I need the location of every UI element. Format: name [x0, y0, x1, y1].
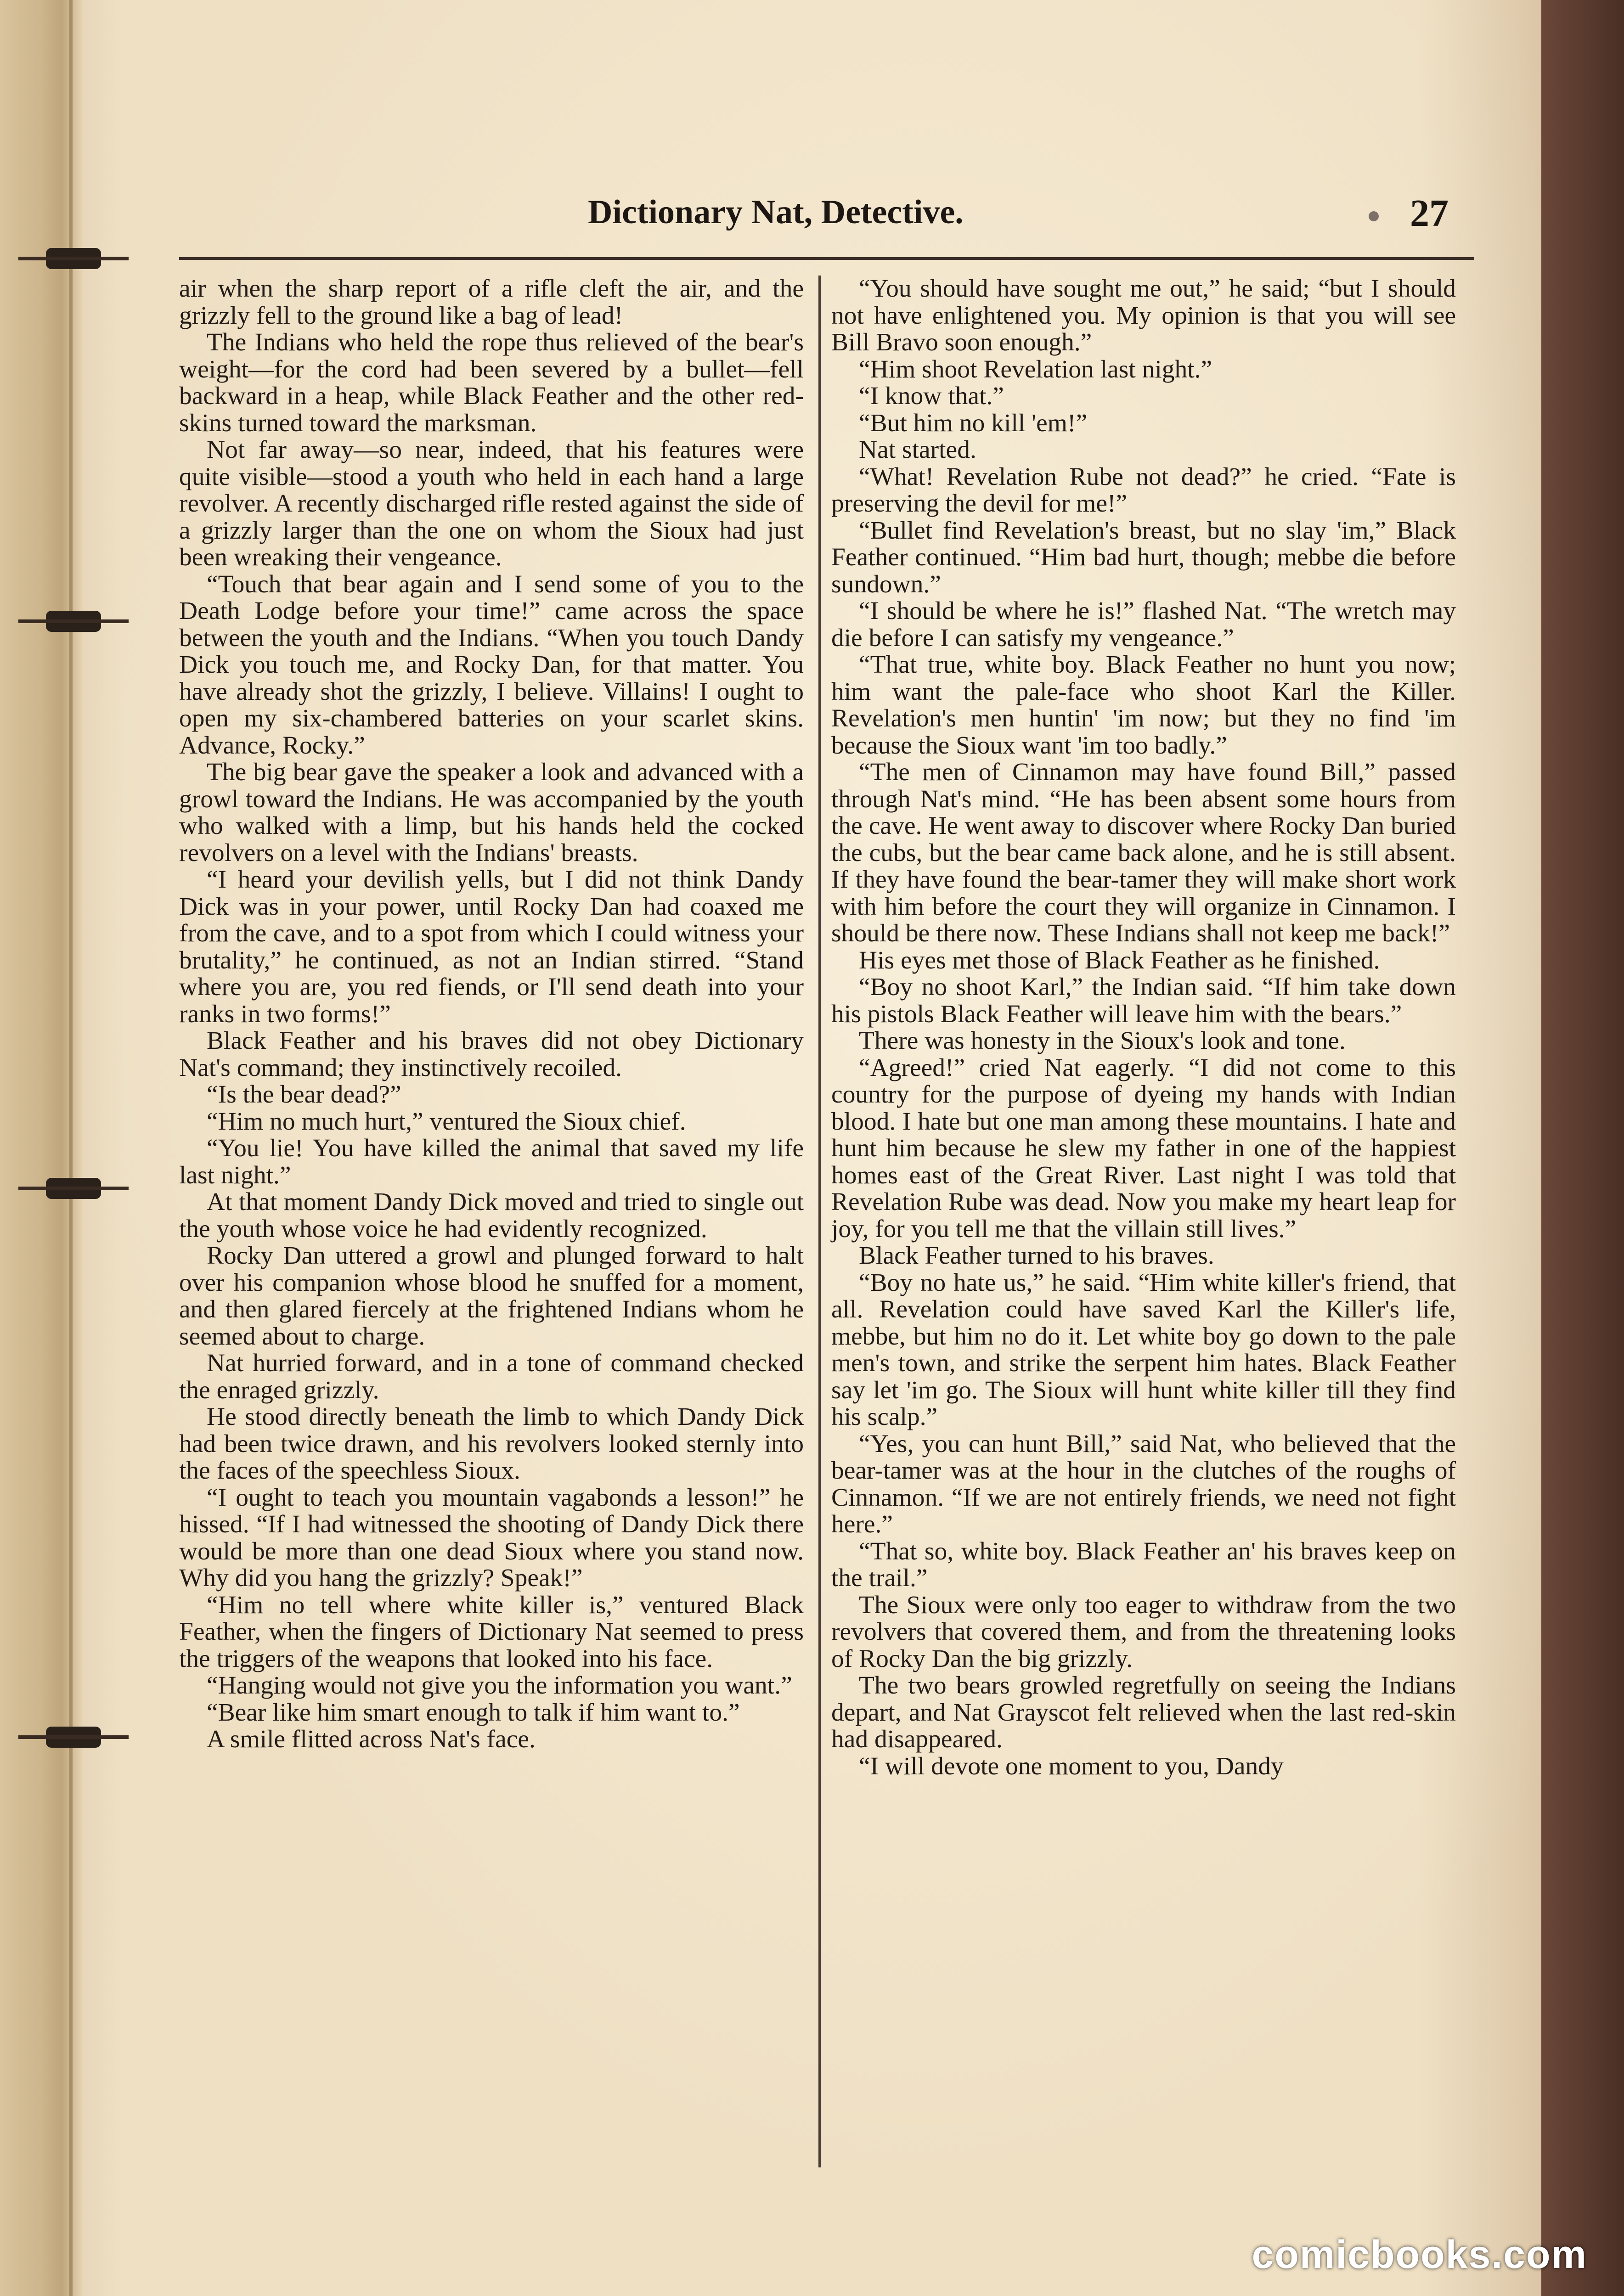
paragraph: “I heard your devilish yells, but I did not think Dandy Dick was in your power, until Rocky Dan had coaxed me from the cave, and to a spot from which I could witness your brutality,” he continued, as not an Indian stirred. “Stand where you are, you red fiends, or I'll send death into your ranks in two forms!”	[179, 866, 804, 1028]
paragraph: “Agreed!” cried Nat eagerly. “I did not come to this country for the purpose of dyeing my hands with Indian blood. I hate but one man among these mountains. I hate and hunt him because he slew my father in one of the happiest homes east of the Great River. Last night I was told that Revelation Rube was dead. Now you make my heart leap for joy, for you tell me that the villain still lives.”	[831, 1053, 1456, 1243]
paragraph: “What! Revelation Rube not dead?” he cried. “Fate is preserving the devil for me!”	[831, 462, 1456, 518]
paragraph: “Boy no shoot Karl,” the Indian said. “If him take down his pistols Black Feather will leave him with the bears.”	[831, 973, 1456, 1028]
paragraph: “Touch that bear again and I send some of you to the Death Lodge before your time!” came across the space between the youth and the Indians. “When you touch Dandy Dick you touch me, and Rocky Dan, for that matter. You have already shot the grizzly, I believe. Villains! I ought to open my six-chambered batteries on your scarlet skins. Advance, Rocky.”	[179, 570, 804, 760]
spine-gutter-line	[69, 0, 73, 2296]
paragraph: Nat hurried forward, and in a tone of command checked the enraged grizzly.	[179, 1349, 804, 1404]
column-divider	[818, 276, 821, 2167]
paragraph: “You should have sought me out,” he said; “but I should not have enlightened you. My opinion is that you will see Bill Bravo soon enough.”	[831, 275, 1456, 356]
paragraph: There was honesty in the Sioux's look and tone.	[859, 1027, 1346, 1055]
paragraph: The two bears growled regretfully on seeing the Indians depart, and Nat Grayscot felt relieved when the last red-skin had disappeared.	[831, 1671, 1456, 1753]
paragraph: “I know that.”	[859, 382, 1004, 410]
paragraph: “Boy no hate us,” he said. “Him white killer's friend, that all. Revelation could have saved Karl the Killer's life, mebbe, but him no do it. Let white boy go down to the pale men's town, and strike the serpent him hates. Black Feather say let 'im go. The Sioux will hunt white killer till they find his scalp.”	[831, 1268, 1456, 1431]
page-edge-shadow	[1541, 0, 1624, 2296]
page-number: 27	[1410, 192, 1449, 235]
paragraph: Black Feather and his braves did not obey Dictionary Nat's command; they instinctively recoiled.	[179, 1027, 804, 1082]
paragraph: He stood directly beneath the limb to which Dandy Dick had been twice drawn, and his revolvers looked sternly into the faces of the speechless Sioux.	[179, 1403, 804, 1485]
paragraph: “I will devote one moment to you, Dandy	[859, 1752, 1284, 1780]
stitch-thread	[18, 619, 129, 623]
right-text-column	[831, 276, 1456, 2177]
stitch-thread	[18, 1187, 129, 1190]
paragraph: “I should be where he is!” flashed Nat. “The wretch may die before I can satisfy my vengeance.”	[831, 597, 1456, 652]
paragraph: “That true, white boy. Black Feather no hunt you now; him want the pale-face who shoot Karl the Killer. Revelation's men huntin' 'im now; but they no find 'im because the Sioux want 'im too badly.”	[831, 651, 1456, 760]
paragraph: “Bear like him smart enough to talk if him want to.”	[207, 1698, 740, 1727]
binding-stitch	[46, 1727, 101, 1748]
paragraph: “Is the bear dead?”	[207, 1080, 401, 1109]
left-text-column	[179, 276, 804, 2177]
binding-stitch	[46, 611, 101, 632]
paragraph: “Yes, you can hunt Bill,” said Nat, who believed that the bear-tamer was at the hour in the clutches of the roughs of Cinnamon. “If we are not entirely friends, we need not fight here.”	[831, 1429, 1456, 1538]
header-rule	[179, 257, 1474, 260]
paragraph: A smile flitted across Nat's face.	[207, 1725, 536, 1753]
paragraph: “I ought to teach you mountain vagabonds a lesson!” he hissed. “If I had witnessed the shooting of Dandy Dick there would be more than one dead Sioux where you stand now. Why did you hang the grizzly? Speak!”	[179, 1483, 804, 1592]
header-dot	[1369, 211, 1379, 221]
paragraph: “Him no much hurt,” ventured the Sioux chief.	[207, 1107, 686, 1136]
paragraph: “But him no kill 'em!”	[859, 409, 1088, 437]
paragraph: air when the sharp report of a rifle cleft the air, and the grizzly fell to the ground like a bag of lead!	[179, 275, 804, 330]
paragraph: “The men of Cinnamon may have found Bill,” passed through Nat's mind. “He has been absent some hours from the cave. He went away to discover where Rocky Dan buried the cubs, but the bear came back alone, and he is still absent. If they have found the bear-tamer they will make short work with him before the court they will organize in Cinnamon. I should be there now. These Indians shall not keep me back!”	[831, 758, 1456, 947]
paragraph: The Sioux were only too eager to withdraw from the two revolvers that covered them, and from the threatening looks of Rocky Dan the big grizzly.	[831, 1591, 1456, 1673]
watermark: comicbooks.com	[1252, 2233, 1587, 2277]
paragraph: “Him no tell where white killer is,” ventured Black Feather, when the fingers of Dictionary Nat seemed to press the triggers of the weapons that looked into his face.	[179, 1591, 804, 1673]
paragraph: Rocky Dan uttered a growl and plunged forward to halt over his companion whose blood he snuffed for a moment, and then glared fiercely at the frightened Indians whom he seemed about to charge.	[179, 1242, 804, 1351]
paragraph: His eyes met those of Black Feather as he finished.	[859, 946, 1380, 974]
paragraph: “That so, white boy. Black Feather an' his braves keep on the trail.”	[831, 1537, 1456, 1592]
paragraph: At that moment Dandy Dick moved and tried to single out the youth whose voice he had evidently recognized.	[179, 1188, 804, 1243]
stitch-thread	[18, 1735, 129, 1739]
paragraph: The big bear gave the speaker a look and advanced with a growl toward the Indians. He was accompanied by the youth who walked with a limp, but his hands held the cocked revolvers on a level with the Indians' breasts.	[179, 758, 804, 867]
paragraph: “You lie! You have killed the animal that saved my life last night.”	[179, 1134, 804, 1189]
paragraph: The Indians who held the rope thus relieved of the bear's weight—for the cord had been severed by a bullet—fell backward in a heap, while Black Feather and the other red-skins turned toward the marksman.	[179, 328, 804, 437]
binding-stitch	[46, 1178, 101, 1199]
paragraph: Not far away—so near, indeed, that his features were quite visible—stood a youth who held in each hand a large revolver. A recently discharged rifle rested against the side of a grizzly larger than the one on whom the Sioux had just been wreaking their vengeance.	[179, 436, 804, 571]
paragraph: “Him shoot Revelation last night.”	[859, 355, 1212, 383]
header-title: Dictionary Nat, Detective.	[588, 193, 964, 231]
paragraph: “Hanging would not give you the information you want.”	[207, 1671, 792, 1699]
paragraph: Black Feather turned to his braves.	[859, 1242, 1214, 1270]
binding-stitch	[46, 248, 101, 269]
paragraph: “Bullet find Revelation's breast, but no slay 'im,” Black Feather continued. “Him bad hurt, though; mebbe die before sundown.”	[831, 516, 1456, 598]
paragraph: Nat started.	[859, 436, 976, 464]
stitch-thread	[18, 257, 129, 260]
running-header	[588, 193, 1470, 243]
